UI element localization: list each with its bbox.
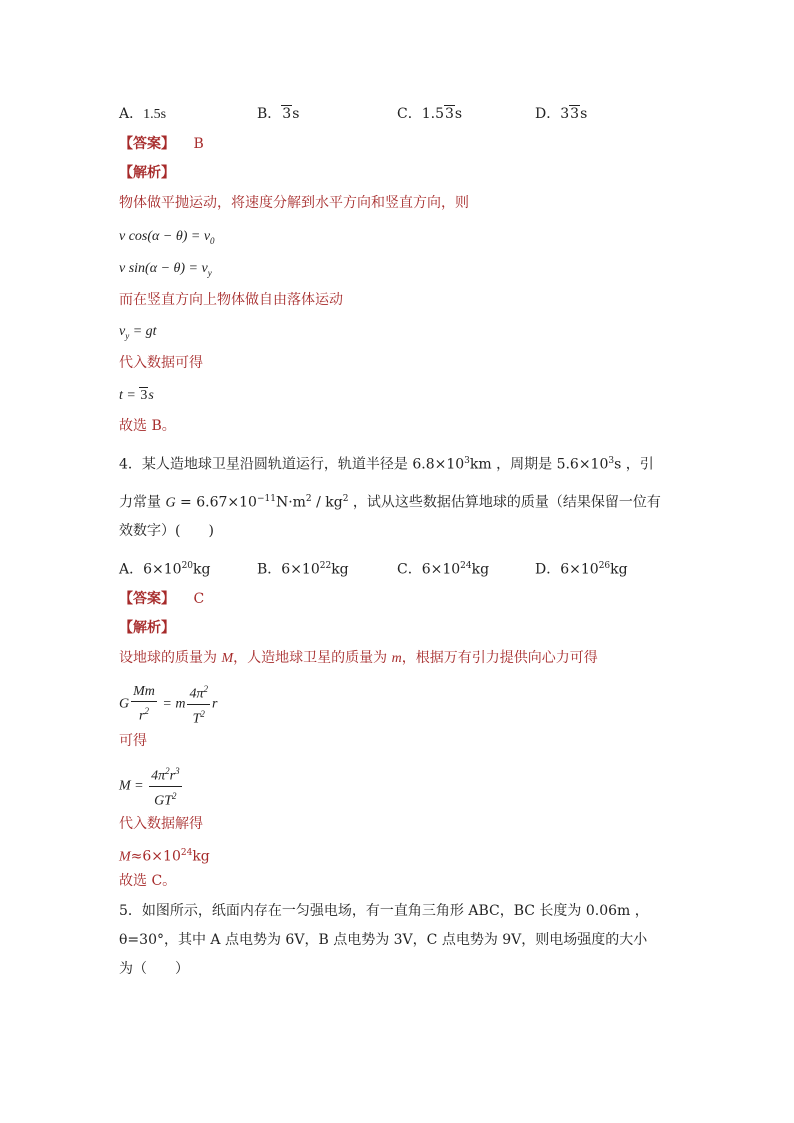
answer-tag: 【答案】 <box>119 591 175 607</box>
q4-analysis-tag: 【解析】 <box>119 620 175 636</box>
q4-eq2: M = $\frac{4\pi^2r^3}{GT^2}$ <box>119 762 184 810</box>
q3-analysis-line: 代入数据可得 <box>119 355 203 371</box>
q4-conclusion: 故选 C。 <box>119 873 177 889</box>
q4-option-a: A．$6\times 10^{20}kg$ <box>119 561 211 578</box>
q3-answer <box>119 134 204 154</box>
q3-option-d: D．33s <box>535 106 588 122</box>
q3-analysis-tag: 【解析】 <box>119 165 175 181</box>
q3-option-b: B．3s <box>257 106 300 122</box>
q3-option-c: C．1.53s <box>397 106 463 122</box>
q4-stem-line1: 4．某人造地球卫星沿圆轨道运行，轨道半径是 $6.8\times 10^3km$ ，周期是 $5.6\times 10^3s$ ，引 <box>119 456 654 473</box>
q4-option-b: B．$6\times 10^{22}kg$ <box>257 561 349 578</box>
answer-value: B <box>193 136 204 152</box>
q4-eq1: G $\frac{Mm}{r^2}$ = m $\frac{4\pi^2}{T^2}$ r <box>119 680 217 728</box>
q3-eq-vy: $v_y$ = gt <box>119 324 157 341</box>
q4-answer <box>119 589 204 609</box>
q3-analysis-line: 而在竖直方向上物体做自由落体运动 <box>119 292 343 308</box>
q4-stem-line2: 力常量 $G = 6.67\times 10^{-11}N\cdot m^2 / kg^2$ ，试从这些数据估算地球的质量（结果保留一位有 <box>119 494 661 511</box>
q5-stem-line2: θ=30°，其中 A 点电势为 6V，B 点电势为 3V，C 点电势为 9V，则电场强度的大小 <box>119 932 648 948</box>
q4-analysis-line2: 可得 <box>119 733 147 749</box>
q3-eq-cos: v $\cos(\alpha - \theta) = v_0$ <box>119 229 215 246</box>
q4-analysis-line3: 代入数据解得 <box>119 816 203 832</box>
answer-tag: 【答案】 <box>119 136 175 152</box>
q3-conclusion: 故选 B。 <box>119 418 176 434</box>
q3-eq-sin: v $\sin(\alpha - \theta) = v_y$ <box>119 261 212 278</box>
q4-stem-line3: 效数字）( ) <box>119 523 214 539</box>
answer-value: C <box>193 591 205 607</box>
q5-stem-line3: 为（ ） <box>119 961 189 977</box>
q4-analysis-line1: 设地球的质量为 M，人造地球卫星的质量为 m，根据万有引力提供向心力可得 <box>119 650 598 666</box>
q3-eq-t: t = 3s <box>119 388 154 403</box>
q4-analysis-line4: $M\approx 6\times 10^{24}kg$ <box>119 848 210 865</box>
q5-stem-line1: 5．如图所示，纸面内存在一匀强电场，有一直角三角形 ABC，BC 长度为 0.06m ， <box>119 903 649 919</box>
q3-option-a: A．1.5s <box>119 106 167 122</box>
q4-option-d: D．$6\times 10^{26}kg$ <box>535 561 628 578</box>
q4-option-c: C．$6\times 10^{24}kg$ <box>397 561 490 578</box>
q3-analysis-line: 物体做平抛运动，将速度分解到水平方向和竖直方向，则 <box>119 195 469 211</box>
